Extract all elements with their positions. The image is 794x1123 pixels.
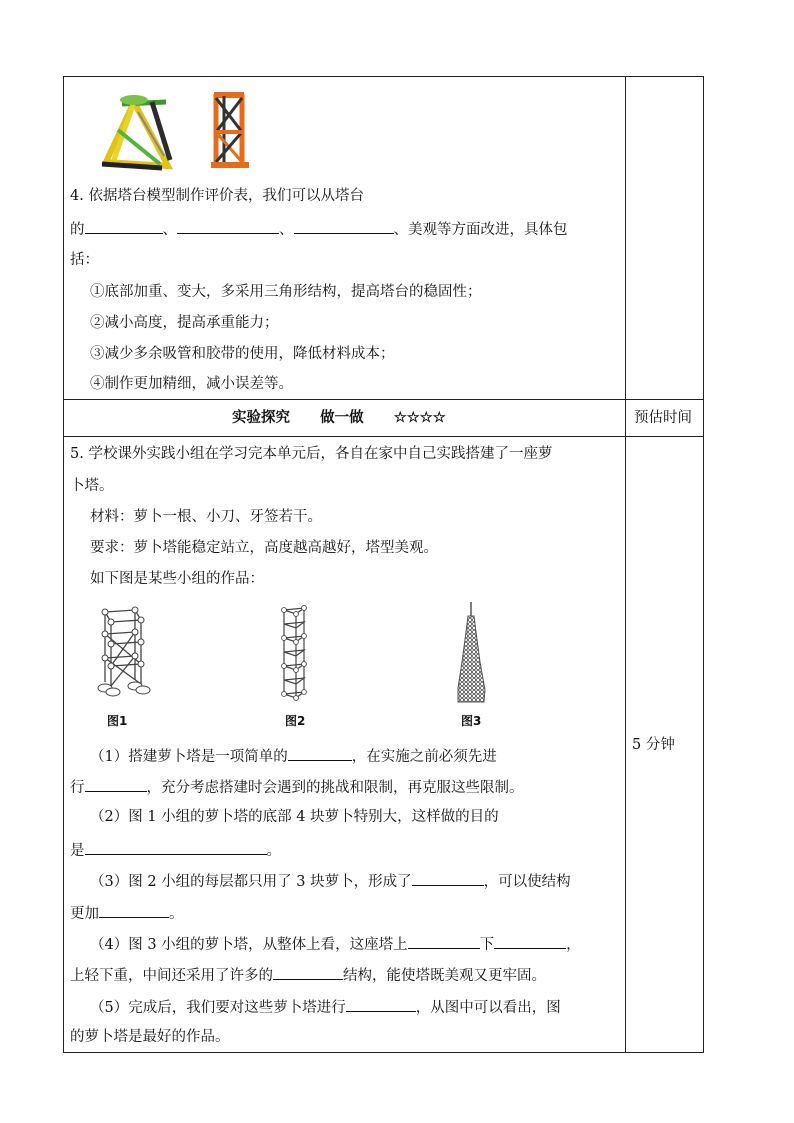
figure-3-caption: 图3 <box>461 714 482 728</box>
q5-p4-text-e: 结构，能使塔既美观又更牢固。 <box>343 968 546 984</box>
q5-p3-blank-2[interactable] <box>99 902 169 918</box>
q4-blank-3[interactable] <box>294 218 394 234</box>
q5-p4-text-d: 上轻下重，中间还采用了许多的 <box>70 968 273 984</box>
q5-intro-2: 卜塔。 <box>70 478 114 494</box>
q5-p3-text-d: 。 <box>169 906 184 922</box>
q5-p4-blank-1[interactable] <box>408 933 480 949</box>
figure-1-tower-drawing <box>95 604 155 704</box>
q4-sep-1: 、 <box>162 222 177 238</box>
q5-p4-text-b: 下 <box>479 937 495 953</box>
q4-sep-2: 、 <box>279 222 294 238</box>
q5-p2-line-1: （2）图 1 小组的萝卜塔的底部 4 块萝卜特别大，这样做的目的 <box>90 809 499 825</box>
q5-materials: 材料：萝卜一根、小刀、牙签若干。 <box>90 509 322 525</box>
triangle-tower-model-image <box>94 90 176 170</box>
estimated-time-value: 5 分钟 <box>632 737 675 753</box>
q5-p4-line-1 <box>90 933 581 955</box>
q5-intro-1: 5. 学校课外实践小组在学习完本单元后，各自在家中自己实践搭建了一座萝 <box>70 446 553 462</box>
difficulty-stars: ☆☆☆☆ <box>393 409 446 426</box>
q5-p1-text-d: ，充分考虑搭建时会遇到的挑战和限制，再克服这些限制。 <box>146 780 524 796</box>
q5-p1-text-b: ，在实施之前必须先进 <box>351 749 497 765</box>
figure-1-caption: 图1 <box>107 714 128 728</box>
q5-p1-blank-2[interactable] <box>85 776 147 792</box>
q5-p5-line-2: 的萝卜塔是最好的作品。 <box>70 1029 230 1045</box>
q5-p2-blank[interactable] <box>85 839 267 855</box>
q5-p3-text-b: ，可以使结构 <box>483 874 571 890</box>
q5-p4-blank-3[interactable] <box>273 964 343 980</box>
section-title <box>232 408 446 428</box>
q5-p1-line-2 <box>70 776 524 798</box>
q4-line-2-suffix: 、美观等方面改进，具体包 <box>393 222 568 238</box>
q4-item-4: ④制作更加精细，减小误差等。 <box>90 376 293 392</box>
row-divider-q5 <box>64 436 703 437</box>
q5-p5-text-a: （5）完成后，我们要对这些萝卜塔进行 <box>90 1000 346 1016</box>
q5-p3-text-a: （3）图 2 小组的每层都只用了 3 块萝卜，形成了 <box>90 874 412 890</box>
q5-p5-line-1 <box>90 996 561 1018</box>
row-divider-section-header <box>64 399 703 400</box>
q5-p1-text-a: （1）搭建萝卜塔是一项简单的 <box>90 749 288 765</box>
q4-line-1: 4. 依据塔台模型制作评价表，我们可以从塔台 <box>70 188 364 204</box>
q5-p2-line-2 <box>70 839 281 861</box>
q4-prefix: 的 <box>70 222 85 238</box>
q4-item-3: ③减少多余吸管和胶带的使用，降低材料成本； <box>90 346 395 362</box>
q4-blank-2[interactable] <box>177 218 279 234</box>
q5-p2-text-b: 是 <box>70 843 85 859</box>
q4-line-3: 括： <box>70 252 99 268</box>
q5-p4-blank-2[interactable] <box>494 933 566 949</box>
q5-p1-line-1 <box>90 745 497 767</box>
q4-item-2: ②减小高度，提高承重能力； <box>90 315 279 331</box>
column-divider <box>625 77 626 1052</box>
q5-p3-line-2 <box>70 902 184 924</box>
section-subtitle: 做一做 <box>320 409 364 426</box>
q5-p3-line-1 <box>90 870 571 892</box>
box-tower-model-image <box>208 88 254 170</box>
q5-p3-blank-1[interactable] <box>412 870 484 886</box>
q4-line-2 <box>70 218 568 240</box>
q5-p1-blank-1[interactable] <box>288 745 352 761</box>
q5-p5-text-b: ，从图中可以看出，图 <box>415 1000 561 1016</box>
q5-p4-text-c: ， <box>566 937 581 953</box>
figure-3-tower-drawing <box>452 602 492 706</box>
q5-p4-text-a: （4）图 3 小组的萝卜塔，从整体上看，这座塔上 <box>90 937 408 953</box>
q5-figures-intro: 如下图是某些小组的作品： <box>90 571 264 587</box>
q5-p1-text-c: 行 <box>70 780 85 796</box>
section-title-text: 实验探究 <box>232 409 290 426</box>
q5-requirements: 要求：萝卜塔能稳定站立，高度越高越好，塔型美观。 <box>90 540 438 556</box>
time-column-header: 预估时间 <box>634 410 692 426</box>
figure-2-tower-drawing <box>278 604 312 704</box>
q5-p2-text-c: 。 <box>266 843 281 859</box>
q5-p4-line-2 <box>70 964 546 986</box>
q5-p5-blank[interactable] <box>346 996 416 1012</box>
q4-item-1: ①底部加重、变大，多采用三角形结构，提高塔台的稳固性； <box>90 284 482 300</box>
q5-p3-text-c: 更加 <box>70 906 99 922</box>
figure-2-caption: 图2 <box>285 714 306 728</box>
q4-blank-1[interactable] <box>85 218 163 234</box>
